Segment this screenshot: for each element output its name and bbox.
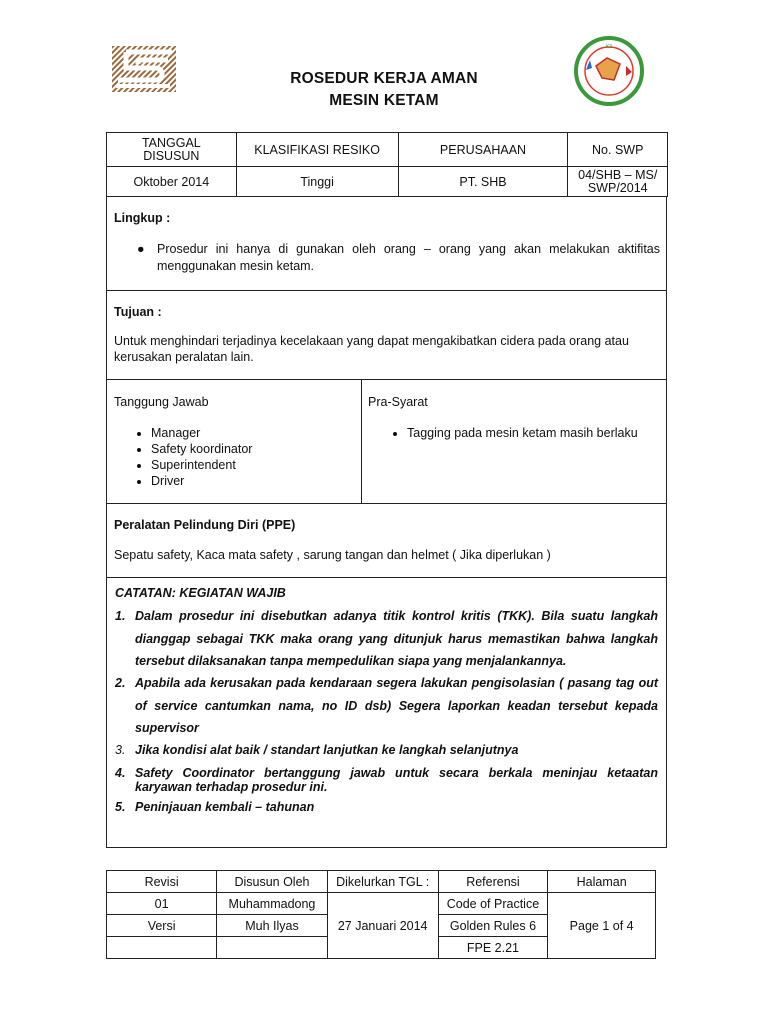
note-line: Safety Coordinator bertanggung jawab untuk secara berkala meninjau ketaatan [135,766,658,780]
footer-versi: Versi [107,915,217,937]
responsibility-list [107,425,357,489]
list-item: • Superintendent [151,457,357,473]
header-date [107,133,237,167]
footer-empty-cell [107,937,217,959]
note-line: tersebut dilaksanakan tanpa mempedulikan siapa yang menjalankannya. [135,654,567,668]
swp-line1: 04/SHB – MS/ [578,167,658,182]
header-date-line2: DISUSUN [143,148,200,163]
bullet-icon: ● [137,242,145,256]
value-risk: Tinggi [236,167,398,197]
svg-text:K3: K3 [605,44,613,50]
ppe-text: Sepatu safety, Kaca mata safety , sarung tangan dan helmet ( Jika diperlukan ) [114,548,551,562]
note-item [115,800,658,814]
note-item [115,739,658,762]
note-line: supervisor [135,721,199,735]
prerequisite-list [363,425,663,441]
page-title-line1: ROSEDUR KERJA AMAN [290,70,478,87]
note-item [115,766,658,794]
header-swp: No. SWP [568,133,668,167]
section-lingkup [106,196,667,291]
value-company: PT. SHB [398,167,568,197]
value-date: Oktober 2014 [107,167,237,197]
ppe-heading: Peralatan Pelindung Diri (PPE) [114,518,296,532]
footer-header-author: Disusun Oleh [217,871,328,893]
note-item [115,672,658,740]
note-number: 5. [115,800,126,814]
section-ppe [106,503,667,578]
note-line: Apabila ada kerusakan pada kendaraan segera lakukan pengisolasian ( pasang tag out [135,676,658,690]
note-line: of service cantumkan nama, no ID dsb) Segera laporkan keadan tersebut kepada [135,698,658,713]
footer-author2: Muh Ilyas [217,915,328,937]
lingkup-line2: menggunakan mesin ketam. [157,259,315,273]
column-divider [361,380,362,504]
swp-line2: SWP/2014 [587,180,648,195]
note-line: dianggap sebagai TKK maka orang yang ditunjuk harus memastikan bahwa langkah [135,631,658,646]
tujuan-heading: Tujuan : [114,305,162,319]
note-line: Dalam prosedur ini disebutkan adanya titik kontrol kritis (TKK). Bila suatu langkah [135,609,658,623]
note-number: 1. [115,609,126,623]
note-line: Peninjauan kembali – tahunan [135,800,315,814]
note-number: 2. [115,676,126,690]
info-table [106,132,668,197]
footer-header-reference: Referensi [438,871,548,893]
footer-ref2: Golden Rules 6 [438,915,548,937]
section-catatan [106,577,667,848]
note-number: 3. [115,743,126,757]
list-item: • Safety koordinator [151,441,357,457]
footer-header-page: Halaman [548,871,656,893]
value-swp [568,167,668,197]
section-responsibility [106,379,667,504]
note-number: 4. [115,766,126,780]
footer-header-revisi: Revisi [107,871,217,893]
note-line: karyawan terhadap prosedur ini. [135,780,328,794]
catatan-heading: CATATAN: KEGIATAN WAJIB [115,586,286,600]
section-tujuan [106,290,667,380]
footer-ref1: Code of Practice [438,893,548,915]
list-item: • Driver [151,473,357,489]
list-item: • Tagging pada mesin ketam masih berlaku [407,425,663,441]
responsibility-heading: Tanggung Jawab [114,395,209,409]
header-company: PERUSAHAAN [398,133,568,167]
note-item [115,605,658,673]
footer-ref3: FPE 2.21 [438,937,548,959]
header-date-line1: TANGGAL [141,135,201,150]
footer-page: Page 1 of 4 [548,893,656,959]
lingkup-heading: Lingkup : [114,211,171,225]
lingkup-line1: Prosedur ini hanya di gunakan oleh orang – orang yang akan melakukan aktifitas [157,242,660,256]
page-title-line2: MESIN KETAM [329,92,439,109]
footer-date: 27 Januari 2014 [327,893,438,959]
footer-empty-cell [217,937,328,959]
footer-table [106,870,656,959]
footer-author1: Muhammadong [217,893,328,915]
list-item: • Manager [151,425,357,441]
footer-header-date: Dikelurkan TGL : [327,871,438,893]
footer-revisi: 01 [107,893,217,915]
prerequisite-heading: Pra-Syarat [368,395,428,409]
note-line: Jika kondisi alat baik / standart lanjutkan ke langkah selanjutnya [135,743,519,757]
tujuan-line2: kerusakan peralatan lain. [114,350,254,364]
tujuan-line1: Untuk menghindari terjadinya kecelakaan yang dapat mengakibatkan cidera pada orang atau [114,334,629,348]
header-risk: KLASIFIKASI RESIKO [236,133,398,167]
